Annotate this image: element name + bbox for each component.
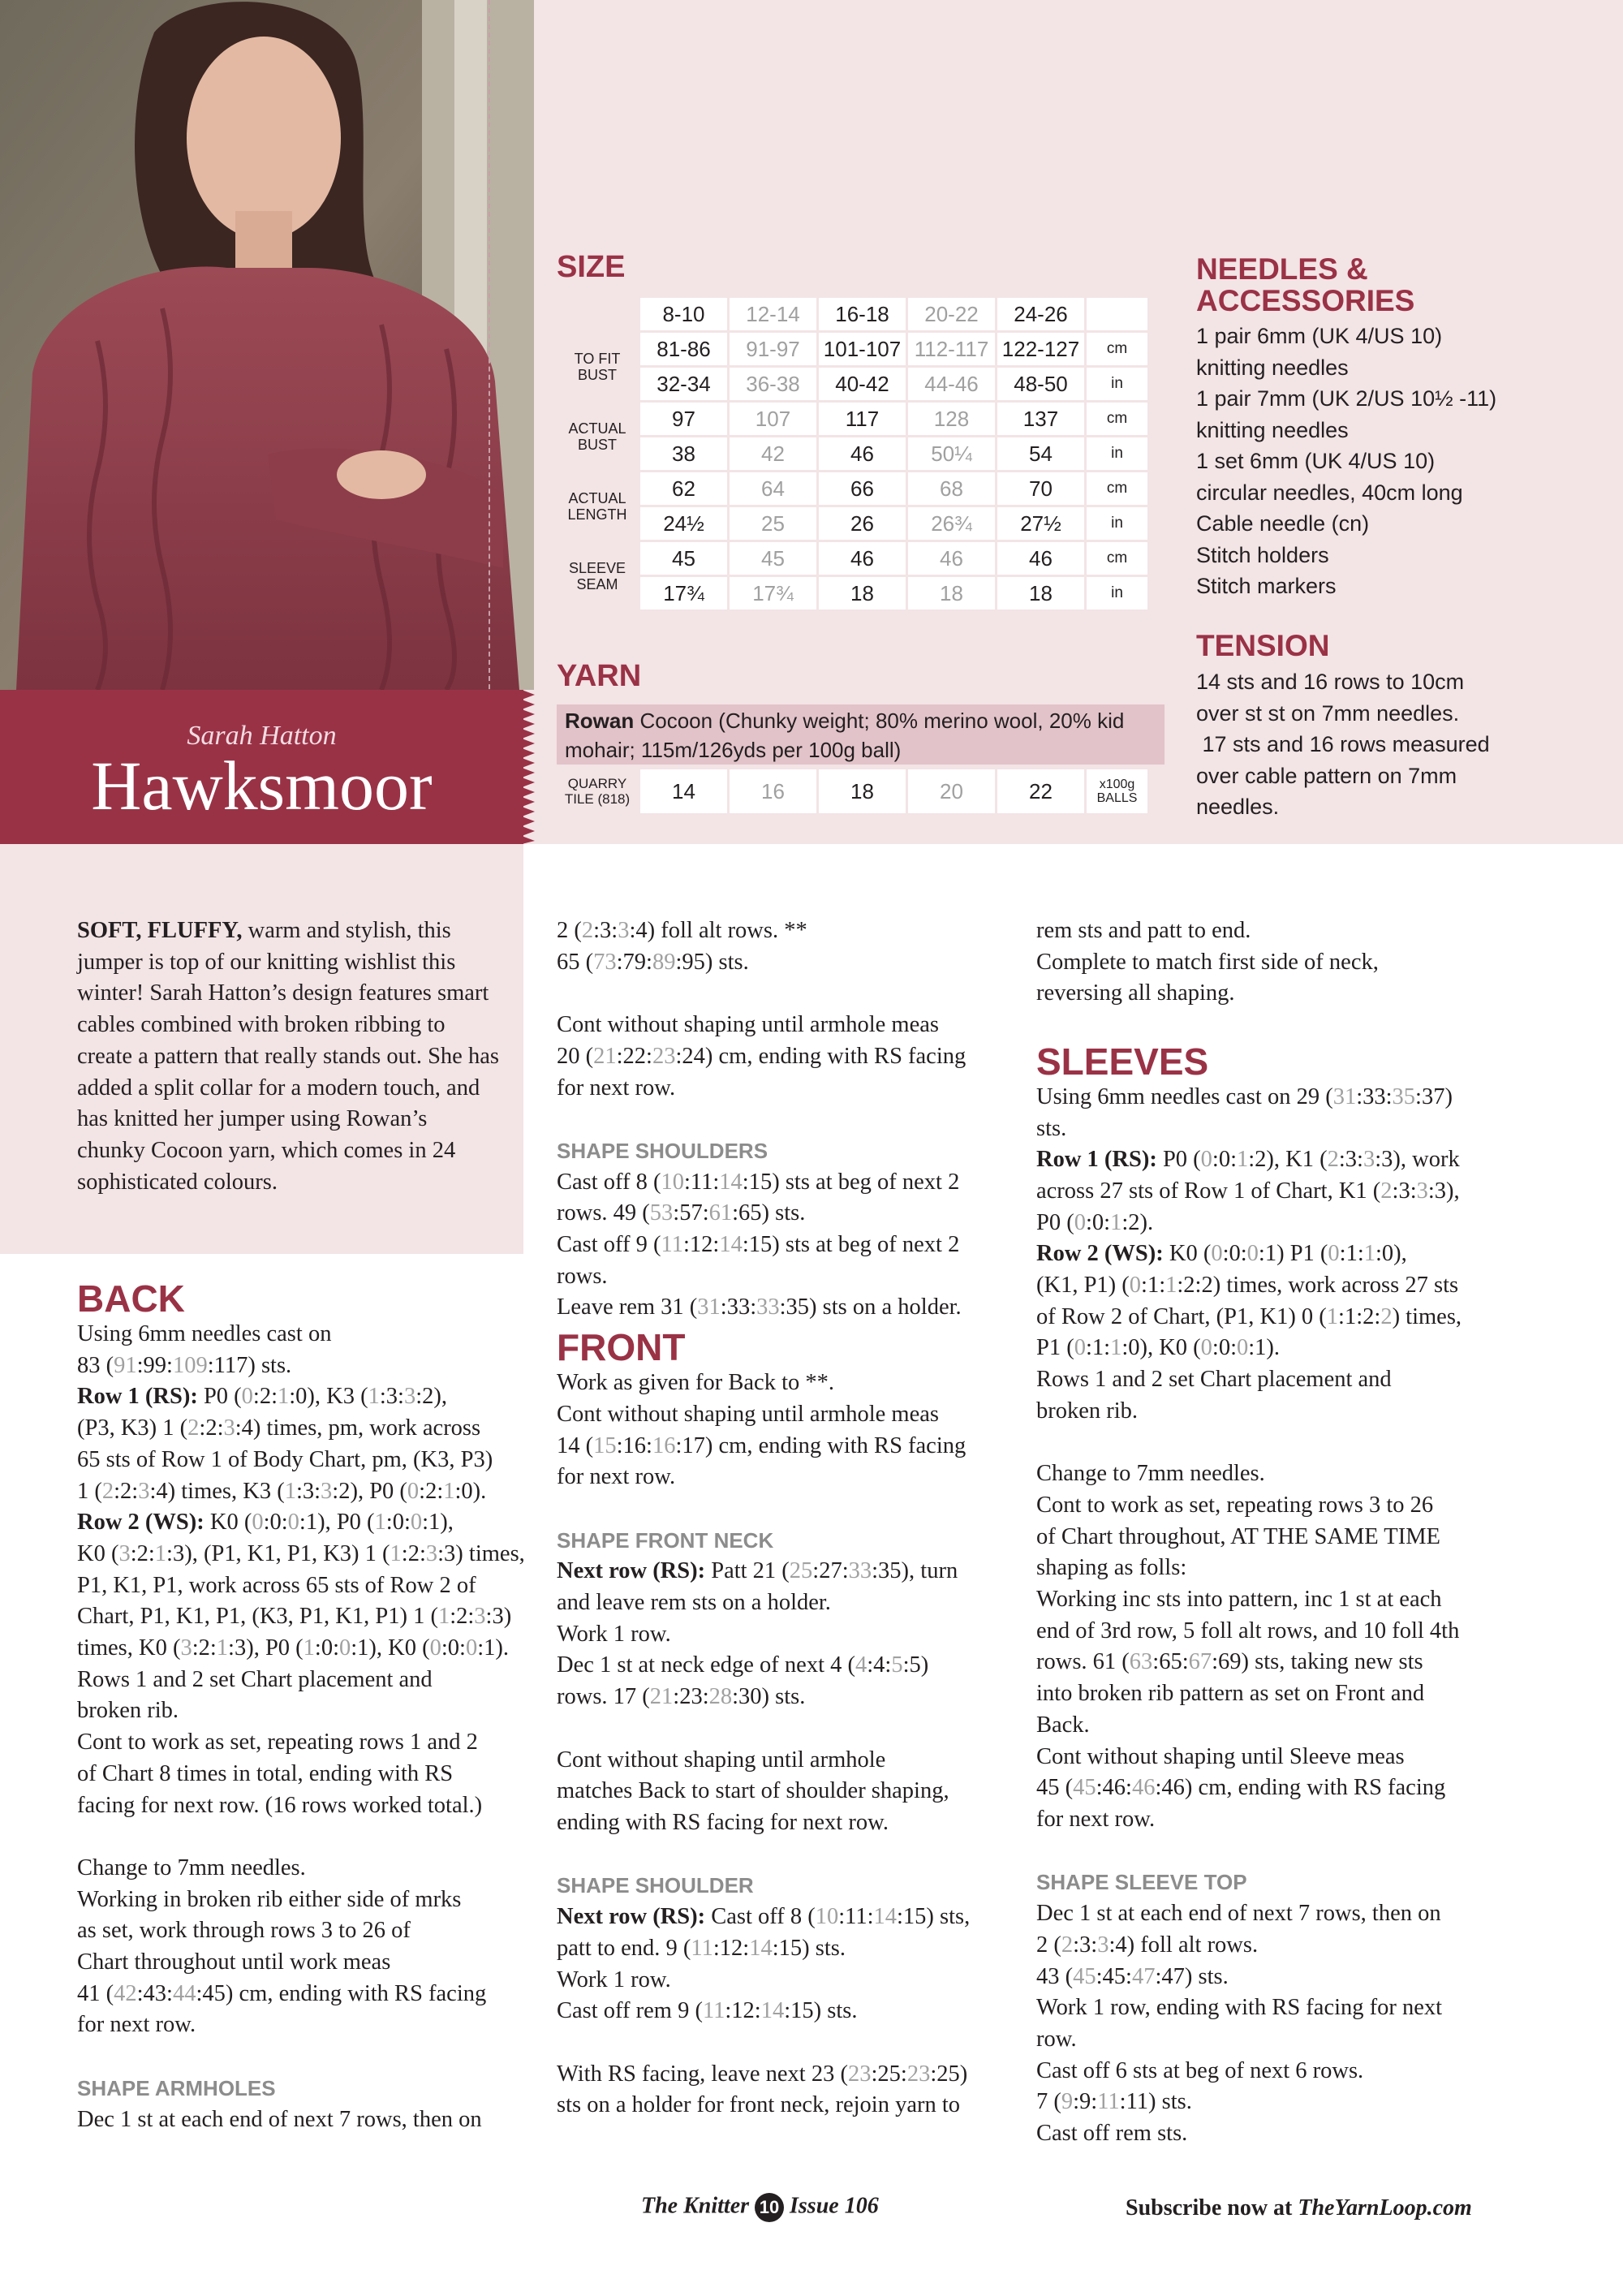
magazine-name: The Knitter bbox=[641, 2193, 750, 2219]
value-cell: 68 bbox=[908, 472, 995, 505]
unit-cell: cm bbox=[1087, 542, 1147, 575]
value-cell: 97 bbox=[640, 403, 727, 435]
value-cell: 46 bbox=[819, 542, 906, 575]
zigzag-edge bbox=[522, 690, 535, 844]
tension-heading: TENSION bbox=[1196, 629, 1330, 662]
value-cell: 38 bbox=[640, 437, 727, 470]
value-cell: 25 bbox=[730, 507, 816, 540]
table-row bbox=[557, 472, 1147, 505]
list-item: knitting needles bbox=[1196, 417, 1349, 442]
unit-cell: in bbox=[1087, 507, 1147, 540]
row-label: TO FIT BUST bbox=[557, 333, 638, 400]
ball-count: 22 bbox=[997, 769, 1084, 813]
yarn-brand: Rowan bbox=[565, 709, 635, 733]
value-cell: 107 bbox=[730, 403, 816, 435]
section-heading-back: BACK bbox=[77, 1277, 185, 1320]
intro-text: warm and stylish, this jumper is top of our knitting wishlist this winter! Sarah Hatton’s design features smart cables combined with broken ribbing to create a pattern that really stands out. She has added a split collar for a modern touch, and has knitted her jumper using Rowan’s chunky Cocoon yarn, which comes in 24 sophisticated colours. bbox=[77, 918, 499, 1195]
row-label: ACTUAL LENGTH bbox=[557, 472, 638, 540]
list-item: knitting needles bbox=[1196, 355, 1349, 380]
row-label: SLEEVE SEAM bbox=[557, 542, 638, 610]
value-cell: 40-42 bbox=[819, 368, 906, 400]
size-cell: 8-10 bbox=[640, 298, 727, 330]
tension-line: 17 sts and 16 rows measured bbox=[1196, 732, 1490, 756]
column-2: 2 (2:3:3:4) foll alt rows. ** 65 (73:79:89:95) sts. Cont without shaping until armhole meas 20 (21:22:23:24) cm, ending with RS facing for next row. SHAPE SHOULDERS Cast off 8 (10:11:14:15) sts at beg of next 2 rows. 49 (53:57:61:65) sts. Cast off 9 (11:12:14:15) sts at beg of next 2 rows. Leave rem 31 (31:33:33:35) sts on a holder. FRONT Work as given for Back to **. Cont without shaping until armhole meas 14 (15:16:16:17) cm, ending with RS facing for next row. SHAPE FRONT NECK Next row (RS): Patt 21 (25:27:33:35), turn and leave rem sts on a holder. Work 1 row. Dec 1 st at neck edge of next 4 (4:4:5:5) rows. 17 (21:23:28:30) sts. Cont without shaping until armhole matches Back to start of shoulder shaping, ending with RS facing for next row. SHAPE SHOULDER Next row (RS): Cast off 8 (10:11:14:15) sts, patt to end. 9 (11:12:14:15) sts. Work 1 row. Cast off rem 9 (11:12:14:15) sts. With RS facing, leave next 23 (23:25:23:25) sts on a holder for front neck, rejoin yarn to bbox=[557, 915, 1011, 2122]
ball-count: 16 bbox=[730, 769, 816, 813]
list-item: 1 pair 6mm (UK 4/US 10) bbox=[1196, 324, 1443, 348]
value-cell: 117 bbox=[819, 403, 906, 435]
shade-label: QUARRY TILE (818) bbox=[557, 769, 638, 813]
subscribe-link[interactable]: TheYarnLoop.com bbox=[1298, 2195, 1472, 2221]
issue-number: Issue 106 bbox=[790, 2193, 879, 2219]
subheading-shape-front-neck: SHAPE FRONT NECK bbox=[557, 1527, 774, 1553]
subscribe-text: Subscribe now at bbox=[1126, 2195, 1298, 2221]
yarn-details: Cocoon (Chunky weight; 80% merino wool, 20% kid mohair; 115m/126yds per 100g ball) bbox=[565, 709, 1125, 762]
table-row bbox=[557, 368, 1147, 400]
value-cell: 45 bbox=[640, 542, 727, 575]
table-cell bbox=[557, 298, 638, 330]
value-cell: 18 bbox=[908, 577, 995, 610]
value-cell: 64 bbox=[730, 472, 816, 505]
value-cell: 91-97 bbox=[730, 333, 816, 365]
size-table bbox=[554, 295, 1150, 612]
tension-line: over cable pattern on 7mm bbox=[1196, 763, 1457, 788]
intro-paragraph bbox=[77, 915, 499, 1198]
value-cell: 32-34 bbox=[640, 368, 727, 400]
value-cell: 46 bbox=[997, 542, 1084, 575]
value-cell: 17¾ bbox=[730, 577, 816, 610]
subheading-shape-sleeve-top: SHAPE SLEEVE TOP bbox=[1036, 1870, 1247, 1895]
tension-line: over st st on 7mm needles. bbox=[1196, 700, 1460, 726]
ball-count: 18 bbox=[819, 769, 906, 813]
value-cell: 44-46 bbox=[908, 368, 995, 400]
table-row bbox=[557, 769, 1147, 813]
value-cell: 45 bbox=[730, 542, 816, 575]
list-item: Stitch holders bbox=[1196, 542, 1329, 567]
value-cell: 137 bbox=[997, 403, 1084, 435]
unit-cell: in bbox=[1087, 368, 1147, 400]
value-cell: 17¾ bbox=[640, 577, 727, 610]
value-cell: 50¼ bbox=[908, 437, 995, 470]
list-item: 1 set 6mm (UK 4/US 10) bbox=[1196, 449, 1436, 473]
list-item: Cable needle (cn) bbox=[1196, 511, 1370, 536]
intro-lead: SOFT, FLUFFY, bbox=[77, 918, 243, 943]
table-cell bbox=[1087, 298, 1147, 330]
value-cell: 24½ bbox=[640, 507, 727, 540]
needles-heading: NEEDLES & ACCESSORIES bbox=[1196, 252, 1415, 317]
unit-cell: cm bbox=[1087, 333, 1147, 365]
subheading-shape-shoulder: SHAPE SHOULDER bbox=[557, 1873, 754, 1898]
table-row bbox=[557, 507, 1147, 540]
yarn-quantity-table bbox=[554, 767, 1150, 816]
value-cell: 27½ bbox=[997, 507, 1084, 540]
size-cell: 20-22 bbox=[908, 298, 995, 330]
unit-cell: in bbox=[1087, 437, 1147, 470]
footer-subscribe bbox=[1126, 2195, 1472, 2221]
table-row bbox=[557, 298, 1147, 330]
table-row bbox=[557, 577, 1147, 610]
value-cell: 66 bbox=[819, 472, 906, 505]
model-photo bbox=[0, 0, 534, 690]
ball-count: 14 bbox=[640, 769, 727, 813]
yarn-description bbox=[557, 704, 1165, 765]
size-cell: 24-26 bbox=[997, 298, 1084, 330]
column-3: rem sts and patt to end. Complete to match first side of neck, reversing all shaping. SLEEVES Using 6mm needles cast on 29 (31:33:35:37) sts. Row 1 (RS): P0 (0:0:1:2), K1 (2:3:3:3), work across 27 sts of Row 1 of Chart, K1 (2:3:3:3), P0 (0:0:1:2). Row 2 (WS): K0 (0:0:0:1) P1 (0:1:1:0), (K1, P1) (0:1:1:2:2) times, work across 27 sts of Row 2 of Chart, (P1, K1) 0 (1:1:2:2) times, P1 (0:1:1:0), K0 (0:0:0:1). Rows 1 and 2 set Chart placement and broken rib. Change to 7mm needles. Cont to work as set, repeating rows 3 to 26 of Chart throughout, AT THE SAME TIME shaping as folls: Working inc sts into pattern, inc 1 st at each end of 3rd row, 5 foll alt rows, and 10 foll 4th rows. 61 (63:65:67:69) sts, taking new sts into broken rib pattern as set on Front and Back. Cont without shaping until Sleeve meas 45 (45:46:46:46) cm, ending with RS facing for next row. SHAPE SLEEVE TOP Dec 1 st at each end of next 7 rows, then on 2 (2:3:3:4) foll alt rows. 43 (45:45:47:47) sts. Work 1 row, ending with RS facing for next row. Cast off 6 sts at beg of next 6 rows. 7 (9:9:11:11) sts. Cast off rem sts. bbox=[1036, 915, 1491, 2150]
value-cell: 62 bbox=[640, 472, 727, 505]
table-row bbox=[557, 403, 1147, 435]
value-cell: 26 bbox=[819, 507, 906, 540]
row-label: ACTUAL BUST bbox=[557, 403, 638, 470]
table-row bbox=[557, 437, 1147, 470]
list-item: circular needles, 40cm long bbox=[1196, 480, 1463, 505]
value-cell: 101-107 bbox=[819, 333, 906, 365]
section-heading-sleeves: SLEEVES bbox=[1036, 1040, 1209, 1083]
value-cell: 26¾ bbox=[908, 507, 995, 540]
unit-cell: x100g BALLS bbox=[1087, 769, 1147, 813]
unit-cell: in bbox=[1087, 577, 1147, 610]
size-cell: 12-14 bbox=[730, 298, 816, 330]
tension-line: needles. bbox=[1196, 795, 1280, 819]
tension-text bbox=[1196, 666, 1586, 823]
value-cell: 122-127 bbox=[997, 333, 1084, 365]
ball-count: 20 bbox=[908, 769, 995, 813]
yarn-heading: YARN bbox=[557, 659, 642, 693]
tension-line: 14 sts and 16 rows to 10cm bbox=[1196, 670, 1465, 694]
value-cell: 112-117 bbox=[908, 333, 995, 365]
value-cell: 48-50 bbox=[997, 368, 1084, 400]
value-cell: 42 bbox=[730, 437, 816, 470]
value-cell: 18 bbox=[997, 577, 1084, 610]
size-heading: SIZE bbox=[557, 250, 626, 284]
table-row bbox=[557, 542, 1147, 575]
value-cell: 128 bbox=[908, 403, 995, 435]
value-cell: 46 bbox=[819, 437, 906, 470]
page-number: 10 bbox=[755, 2193, 784, 2222]
value-cell: 36-38 bbox=[730, 368, 816, 400]
subheading-shape-armholes: SHAPE ARMHOLES bbox=[77, 2075, 276, 2100]
needles-list bbox=[1196, 321, 1586, 602]
value-cell: 54 bbox=[997, 437, 1084, 470]
value-cell: 46 bbox=[908, 542, 995, 575]
unit-cell: cm bbox=[1087, 403, 1147, 435]
designer-name: Sarah Hatton bbox=[187, 721, 337, 751]
column-1: BACK Using 6mm needles cast on 83 (91:99:109:117) sts. Row 1 (RS): P0 (0:2:1:0), K3 (1:3:3:2), (P3, K3) 1 (2:2:3:4) times, pm, work across 65 sts of Row 1 of Body Chart, pm, (K3, P3) 1 (2:2:3:4) times, K3 (1:3:3:2), P0 (0:2:1:0). Row 2 (WS): K0 (0:0:0:1), P0 (1:0:0:1), K0 (3:2:1:3), (P1, K1, P1, K3) 1 (1:2:3:3) times, P1, K1, P1, work across 65 sts of Row 2 of Chart, P1, K1, P1, (K3, P1, K1, P1) 1 (1:2:3:3) times, K0 (3:2:1:3), P0 (1:0:0:1), K0 (0:0:0:1). Rows 1 and 2 set Chart placement and broken rib. Cont to work as set, repeating rows 1 and 2 of Chart 8 times in total, ending with RS facing for next row. (16 rows worked total.) Change to 7mm needles. Working in broken rib either side of mrks as set, work through rows 3 to 26 of Chart throughout until work meas 41 (42:43:44:45) cm, ending with RS facing for next row. SHAPE ARMHOLES Dec 1 st at each end of next 7 rows, then on bbox=[77, 1278, 532, 2135]
footer-magazine bbox=[641, 2193, 879, 2222]
pattern-title: Hawksmoor bbox=[91, 747, 433, 825]
unit-cell: cm bbox=[1087, 472, 1147, 505]
value-cell: 70 bbox=[997, 472, 1084, 505]
subheading-shape-shoulders: SHAPE SHOULDERS bbox=[557, 1138, 768, 1163]
value-cell: 18 bbox=[819, 577, 906, 610]
value-cell: 81-86 bbox=[640, 333, 727, 365]
size-cell: 16-18 bbox=[819, 298, 906, 330]
list-item: 1 pair 7mm (UK 2/US 10½ -11) bbox=[1196, 386, 1497, 411]
list-item: Stitch markers bbox=[1196, 574, 1337, 598]
section-heading-front: FRONT bbox=[557, 1326, 686, 1369]
table-row bbox=[557, 333, 1147, 365]
